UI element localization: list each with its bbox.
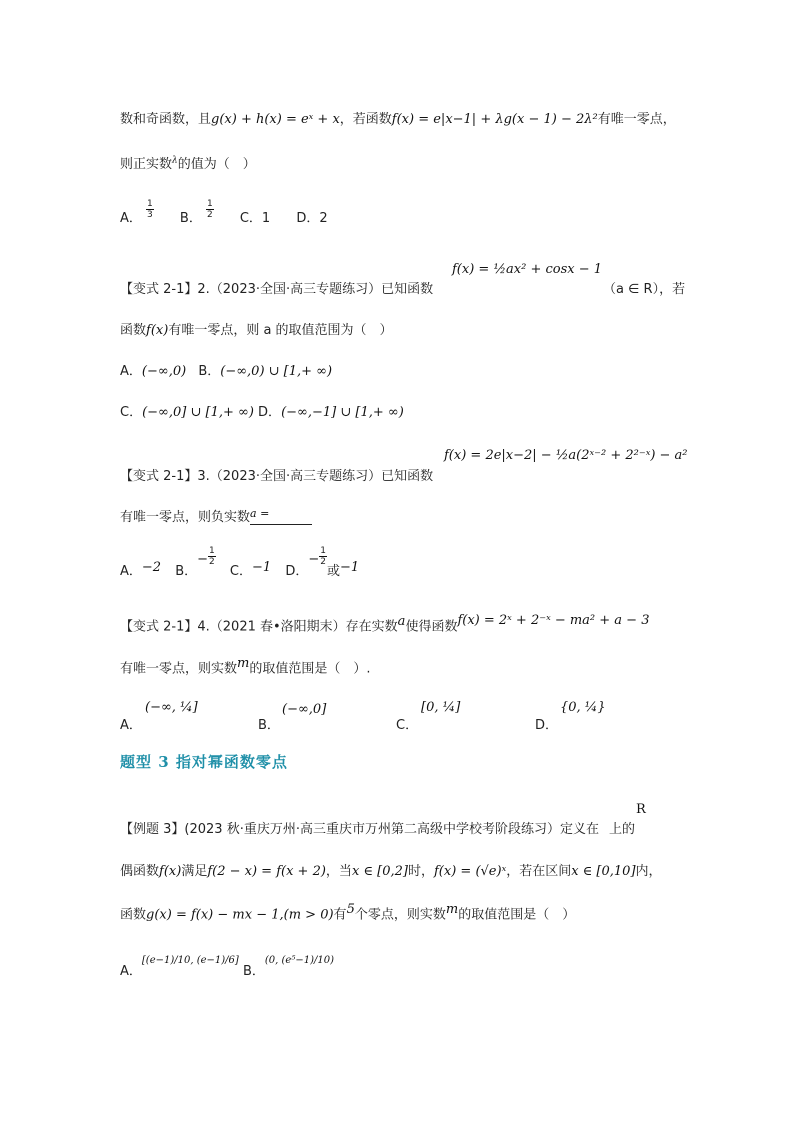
math: f(x) <box>159 864 182 879</box>
math-f: f(x) = e|x−1| + λg(x − 1) − 2λ² <box>391 112 598 127</box>
p5-options <box>120 955 334 979</box>
text: （a ∈ R），若 <box>603 282 686 297</box>
math: (−∞, ¼] <box>145 700 198 715</box>
p2-equation <box>452 262 602 277</box>
text: 使得函数 <box>405 619 458 635</box>
option-b[interactable]: B． <box>175 564 198 579</box>
p1-options <box>120 199 328 226</box>
text: 函数 <box>120 907 147 923</box>
math: (−∞,0) <box>141 364 187 379</box>
math: R <box>636 802 646 817</box>
p3-options: A．−2 B．− $\frac{1}{2}$ C．−1 D．− $\frac{1}{2}$ 或−1 <box>120 546 360 579</box>
math: (−∞,−1] ∪ [1,+ ∞) <box>281 405 404 420</box>
option-d[interactable]: D． <box>258 405 282 420</box>
text: （2023·全国·高三专题练习）已知函数 <box>209 282 434 297</box>
text: 或 <box>326 564 340 579</box>
option-b[interactable]: B． <box>198 364 221 379</box>
math: [(e−1)/10, (e−1)/6] <box>141 955 239 966</box>
p4-line1 <box>120 614 649 634</box>
p3-equation <box>444 448 688 463</box>
option-a[interactable]: A． <box>120 211 142 226</box>
frac-a: $\frac{1}{3}$ <box>147 199 153 220</box>
p4-options <box>120 700 740 738</box>
text: 有唯一零点，则负实数 <box>120 510 251 525</box>
math: (−∞,0] <box>282 702 327 717</box>
text: 数和奇函数，且 <box>120 112 212 127</box>
math: f(x) = 2e|x−2| − ½a(2ˣ⁻² + 2²⁻ˣ) − a² <box>444 448 688 463</box>
text: 有唯一零点，则实数 <box>120 661 238 677</box>
p2-cond <box>603 278 685 297</box>
problem-tag: 【变式 2-1】2. <box>120 282 210 297</box>
math: f(x) <box>146 323 169 338</box>
problem-tag: 【变式 2-1】3. <box>120 469 210 484</box>
text: 的取值范围是（ ）. <box>249 661 371 677</box>
text: 个零点，则实数 <box>354 907 446 923</box>
option-c[interactable]: C． <box>120 405 143 420</box>
option-b[interactable]: B． <box>179 211 202 226</box>
math: f(2 − x) = f(x + 2) <box>207 864 326 879</box>
p1-line1 <box>120 108 676 127</box>
p1-line2 <box>120 153 256 172</box>
section-heading: 题型 3 指对幂函数零点 <box>120 753 288 771</box>
math: m <box>445 902 459 917</box>
math: f(x) = (√e)ˣ <box>434 864 507 879</box>
text: 有 <box>333 907 347 923</box>
frac-b: $\frac{1}{2}$ <box>206 199 213 220</box>
math: m <box>237 656 250 671</box>
p3-line2 <box>120 506 312 525</box>
text: 内， <box>635 864 662 879</box>
text: 有唯一零点， <box>597 112 676 127</box>
frac: $\frac{1}{2}$ <box>209 546 215 567</box>
math: −2 <box>141 560 162 575</box>
frac: $\frac{1}{2}$ <box>320 546 326 567</box>
problem-tag: 【变式 2-1】4. <box>120 619 210 635</box>
text: (2023 秋·重庆万州·高三重庆市万州第二高级中学校考阶段练习）定义在 <box>184 822 599 837</box>
p4-line2 <box>120 656 370 676</box>
option-d[interactable]: D． <box>535 718 559 733</box>
math: [0, ¼] <box>421 700 461 715</box>
answer-blank[interactable]: a = <box>250 512 312 525</box>
math: f(x) = 2ˣ + 2⁻ˣ − ma² + a − 3 <box>457 613 650 629</box>
math: 5 <box>346 902 355 917</box>
math: g(x) = f(x) − mx − 1,(m > 0) <box>146 907 334 923</box>
p5-line3 <box>120 902 575 922</box>
option-d[interactable]: D．2 <box>296 211 328 226</box>
option-b[interactable]: B． <box>258 718 280 733</box>
text: 则正实数 <box>120 157 173 172</box>
option-d[interactable]: D． <box>285 564 309 579</box>
problem-tag: 【例题 3】 <box>120 822 185 837</box>
option-a[interactable]: A． <box>120 564 142 579</box>
text: ，若函数 <box>339 112 392 127</box>
text: 上的 <box>608 822 635 837</box>
option-c[interactable]: C．1 <box>239 211 271 226</box>
text: 有唯一零点，则 a 的取值范围为（ ） <box>168 323 393 338</box>
math-lambda: λ <box>172 155 178 166</box>
text: 的值为（ ） <box>177 157 256 172</box>
math: a <box>397 614 406 629</box>
p5-line2 <box>120 860 662 879</box>
math: −1 <box>252 560 272 575</box>
math-gh: g(x) + h(x) = eˣ + x <box>211 112 340 127</box>
p3-line1 <box>120 465 433 484</box>
math: (−∞,0] ∪ [1,+ ∞) <box>142 405 254 420</box>
math: (−∞,0) ∪ [1,+ ∞) <box>220 364 333 379</box>
p2-line1 <box>120 278 433 297</box>
math: {0, ¼} <box>560 700 606 715</box>
math: x ∈ [0,10] <box>571 864 636 879</box>
text: ，当 <box>325 864 352 879</box>
text: 函数 <box>120 323 147 338</box>
text: （2021 春•洛阳期末）存在实数 <box>209 619 398 635</box>
text: 满足 <box>181 864 208 879</box>
p5-line1 <box>120 818 635 837</box>
math: −1 <box>339 560 360 575</box>
option-c[interactable]: C． <box>229 564 252 579</box>
option-a[interactable]: A． <box>120 364 142 379</box>
option-a[interactable]: A． <box>120 964 142 979</box>
math: (0, (e⁵−1)/10) <box>264 955 334 966</box>
text: 时， <box>407 864 434 879</box>
option-b[interactable]: B． <box>242 964 265 979</box>
text: （2023·全国·高三专题练习）已知函数 <box>209 469 434 484</box>
text: 偶函数 <box>120 864 160 879</box>
p2-options-ab <box>120 360 332 379</box>
math: x ∈ [0,2] <box>351 864 408 879</box>
p5-R <box>636 802 646 817</box>
option-a[interactable]: A． <box>120 718 142 733</box>
p2-options-cd <box>120 401 404 420</box>
text: ，若在区间 <box>506 864 572 879</box>
text: 的取值范围是（ ） <box>458 907 576 923</box>
option-c[interactable]: C． <box>396 718 419 733</box>
p2-line2 <box>120 319 393 338</box>
math: f(x) = ½ax² + cosx − 1 <box>452 262 603 277</box>
